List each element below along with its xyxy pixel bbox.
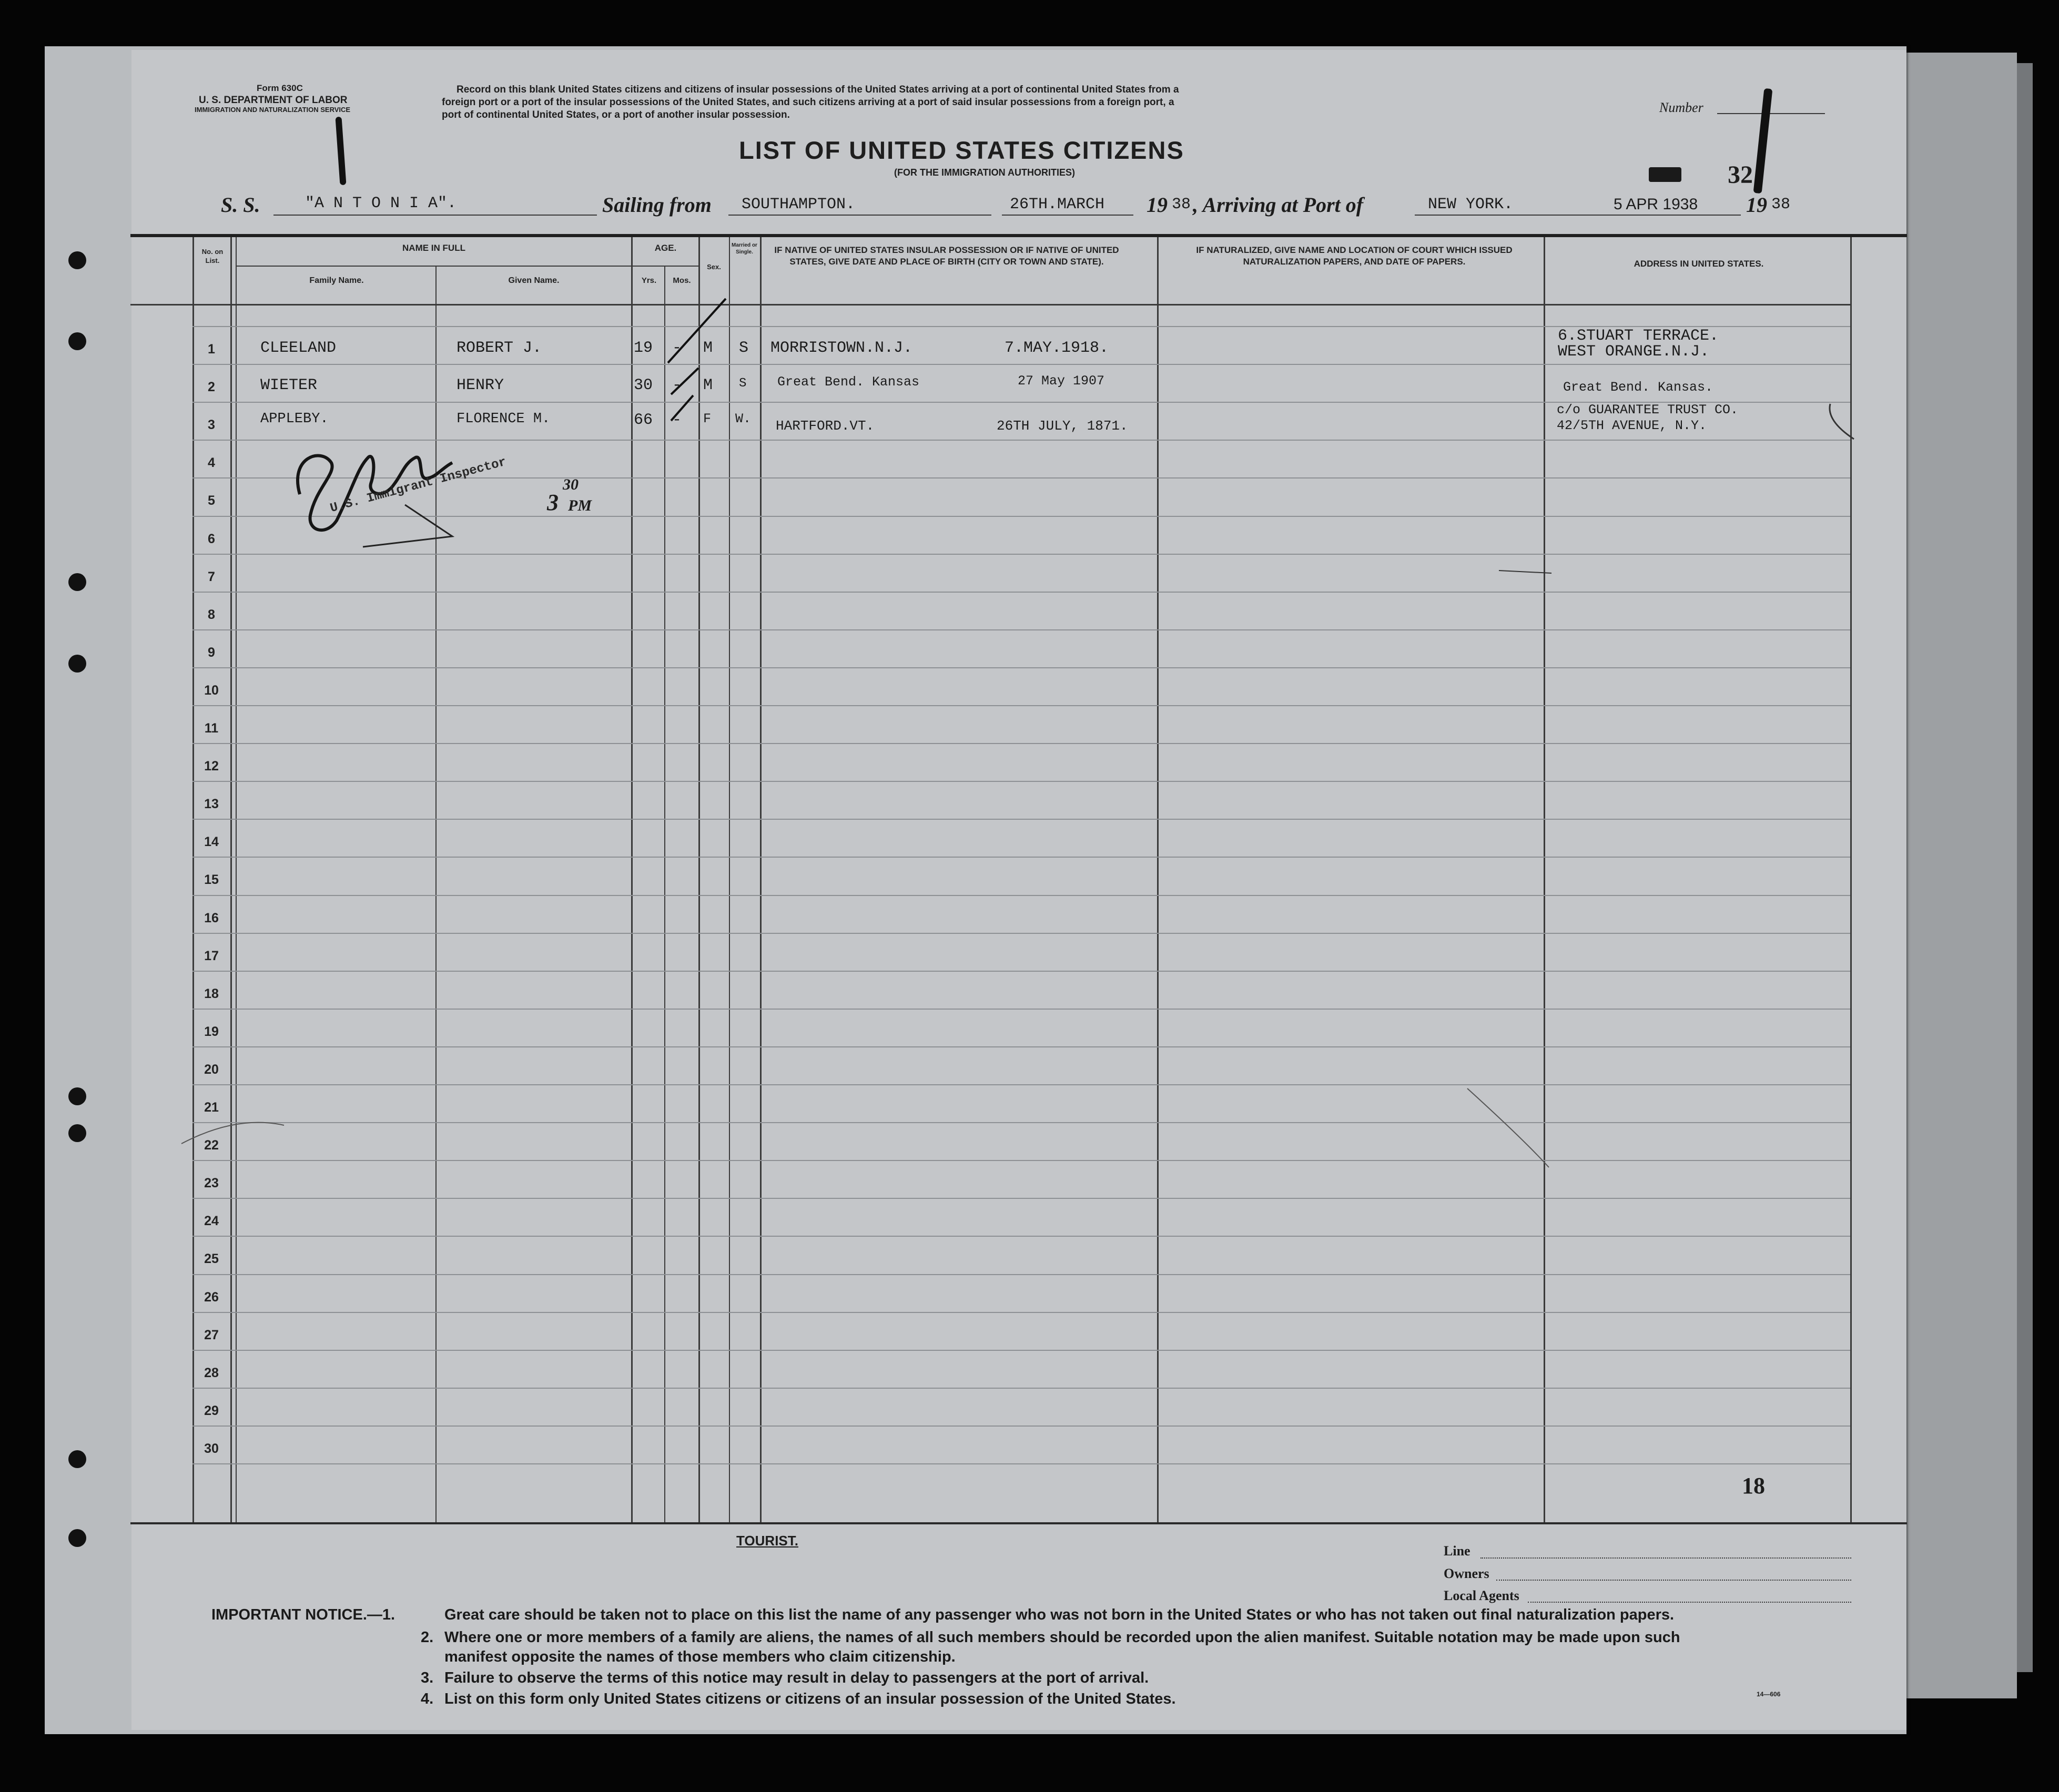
row-number: 26 — [204, 1290, 219, 1305]
row-number: 21 — [204, 1100, 219, 1115]
address-line-2: 42/5TH AVENUE, N.Y. — [1557, 418, 1707, 433]
inspector-stamp: U.S. Immigrant Inspector — [329, 455, 508, 516]
row-number: 19 — [204, 1024, 219, 1039]
notice-4: List on this form only United States citizens or citizens of an insular possession of the United States. — [444, 1691, 1176, 1707]
row-number: 17 — [204, 949, 219, 963]
row-number: 22 — [204, 1138, 219, 1153]
col-mos: Mos. — [673, 276, 691, 285]
marital-status: W. — [735, 411, 752, 426]
row-number: 10 — [204, 683, 219, 698]
arrival-port: NEW YORK. — [1428, 196, 1514, 213]
row-number: 28 — [204, 1366, 219, 1380]
row-number: 20 — [204, 1062, 219, 1077]
row-number: 24 — [204, 1214, 219, 1228]
notice-2a: Where one or more members of a family are aliens, the names of all such members should be recorded upon the alien manifest. Suitable notation may be made upon such — [444, 1629, 1680, 1646]
notice-1: Great care should be taken not to place on this list the name of any passenger who was not born in the United States or who has not taken out final naturalization papers. — [444, 1606, 1675, 1623]
row-number: 1 — [208, 342, 215, 357]
row-number: 8 — [208, 607, 215, 622]
row-number: 4 — [208, 455, 215, 470]
sailing-year: 38 — [1172, 196, 1191, 213]
col-married: Married or Single. — [732, 242, 757, 255]
ss-label: S. S. — [221, 193, 260, 217]
sex: M — [703, 339, 713, 357]
sailing-port: SOUTHAMPTON. — [742, 196, 856, 213]
col-no-on-list: No. on List. — [201, 248, 224, 264]
year-prefix: 19 — [1147, 193, 1168, 217]
form-number: Form 630C — [257, 83, 303, 93]
number-label: Number — [1659, 100, 1703, 115]
sex: M — [703, 376, 713, 394]
row-number: 18 — [204, 986, 219, 1001]
record-instructions-1: Record on this blank United States citizens and citizens of insular possessions of the United States arriving at a port of continental United States from a — [457, 84, 1179, 95]
notice-4-no: 4. — [421, 1691, 434, 1707]
col-naturalized: IF NATURALIZED, GIVE NAME AND LOCATION OF COURT WHICH ISSUED NATURALIZATION PAPERS, AND DATE OF PAPERS. — [1196, 245, 1513, 267]
col-address: ADDRESS IN UNITED STATES. — [1634, 259, 1764, 269]
age-months: - — [672, 339, 682, 357]
sailing-label: Sailing from — [602, 193, 712, 217]
agents-label: Local Agents — [1444, 1588, 1519, 1603]
address-line-1: c/o GUARANTEE TRUST CO. — [1557, 402, 1739, 418]
sex: F — [703, 411, 712, 426]
owners-label: Owners — [1444, 1566, 1489, 1581]
row-number: 16 — [204, 911, 219, 925]
ship-name: "A N T O N I A". — [305, 195, 457, 212]
birthplace: Great Bend. Kansas — [777, 374, 920, 390]
record-instructions-3: port of continental United States, or a port of another insular possession. — [442, 109, 790, 120]
row-number: 27 — [204, 1328, 219, 1342]
address-line-1: 6.STUART TERRACE. — [1558, 327, 1719, 345]
sailing-date: 26TH.MARCH — [1010, 196, 1105, 213]
year-prefix-2: 19 — [1746, 193, 1767, 217]
row-number: 5 — [208, 493, 215, 508]
family-name: APPLEBY. — [260, 411, 329, 427]
department: U. S. DEPARTMENT OF LABOR — [199, 95, 348, 106]
print-code: 14—606 — [1757, 1691, 1781, 1698]
family-name: WIETER — [260, 376, 318, 394]
family-name: CLEELAND — [260, 339, 337, 357]
row-number: 13 — [204, 797, 219, 811]
notice-2-no: 2. — [421, 1629, 434, 1646]
birthdate: 26TH JULY, 1871. — [997, 418, 1128, 434]
time-ampm: PM — [568, 497, 592, 514]
page-title: LIST OF UNITED STATES CITIZENS — [739, 136, 1184, 164]
agents-underline — [1528, 1602, 1851, 1604]
owners-underline — [1496, 1580, 1851, 1582]
col-yrs: Yrs. — [641, 276, 657, 285]
col-native: IF NATIVE OF UNITED STATES INSULAR POSSESSION OR IF NATIVE OF UNITED STATES, GIVE DATE AND PLACE OF BIRTH (CITY OR TOWN AND STATE). — [774, 245, 1119, 267]
row-number: 15 — [204, 872, 219, 887]
given-name: FLORENCE M. — [457, 411, 551, 427]
line-underline — [1480, 1557, 1851, 1560]
time-hour: 3 — [547, 490, 559, 515]
address-line-1: Great Bend. Kansas. — [1563, 380, 1713, 395]
time-minutes: 30 — [563, 476, 579, 493]
row-number: 25 — [204, 1251, 219, 1266]
birthdate: 27 May 1907 — [1018, 373, 1105, 389]
row-number: 11 — [204, 721, 219, 736]
marital-status: S — [739, 339, 749, 357]
arrival-stamp: 5 APR 1938 — [1614, 196, 1698, 213]
row-number: 14 — [204, 834, 219, 849]
age-years: 30 — [634, 376, 653, 394]
tourist-label: TOURIST. — [736, 1533, 798, 1549]
col-age: AGE. — [654, 243, 677, 253]
age-years: 19 — [634, 339, 653, 357]
service: IMMIGRATION AND NATURALIZATION SERVICE — [195, 106, 351, 114]
row-number: 30 — [204, 1441, 219, 1456]
arrival-year: 38 — [1771, 196, 1791, 213]
row-number: 29 — [204, 1403, 219, 1418]
age-months: - — [672, 411, 682, 429]
page-no-stamp: 32 — [1728, 161, 1753, 189]
birthplace: HARTFORD.VT. — [776, 418, 875, 434]
given-name: ROBERT J. — [457, 339, 542, 357]
col-family-name: Family Name. — [309, 276, 364, 285]
birthdate: 7.MAY.1918. — [1005, 339, 1109, 357]
notice-2b: manifest opposite the names of those members who claim citizenship. — [444, 1648, 956, 1665]
page-subtitle: (FOR THE IMMIGRATION AUTHORITIES) — [894, 167, 1075, 178]
col-sex: Sex. — [707, 263, 721, 271]
age-months: - — [672, 376, 682, 394]
arriving-label: , Arriving at Port of — [1193, 193, 1364, 217]
notice-3-no: 3. — [421, 1669, 434, 1686]
row-number: 2 — [208, 380, 215, 394]
col-name-in-full: NAME IN FULL — [402, 243, 465, 253]
record-instructions-2: foreign port or a port of the insular possessions of the United States, and such citizens arriving at a port of said insular possessions from a foreign port, a — [442, 97, 1174, 108]
row-number: 12 — [204, 759, 219, 773]
col-given-name: Given Name. — [508, 276, 560, 285]
line-label: Line — [1444, 1543, 1470, 1559]
given-name: HENRY — [457, 376, 504, 394]
notice-3: Failure to observe the terms of this notice may result in delay to passengers at the port of arrival. — [444, 1669, 1149, 1686]
marital-status: S — [739, 376, 747, 391]
address-line-2: WEST ORANGE.N.J. — [1558, 343, 1710, 361]
row-number: 7 — [208, 569, 215, 584]
row-number: 9 — [208, 645, 215, 660]
notice-label: IMPORTANT NOTICE.—1. — [211, 1606, 395, 1623]
row-number: 3 — [208, 418, 215, 432]
sheet-number: 18 — [1742, 1473, 1765, 1499]
age-years: 66 — [634, 411, 653, 429]
birthplace: MORRISTOWN.N.J. — [770, 339, 913, 357]
row-number: 23 — [204, 1176, 219, 1190]
row-number: 6 — [208, 532, 215, 546]
